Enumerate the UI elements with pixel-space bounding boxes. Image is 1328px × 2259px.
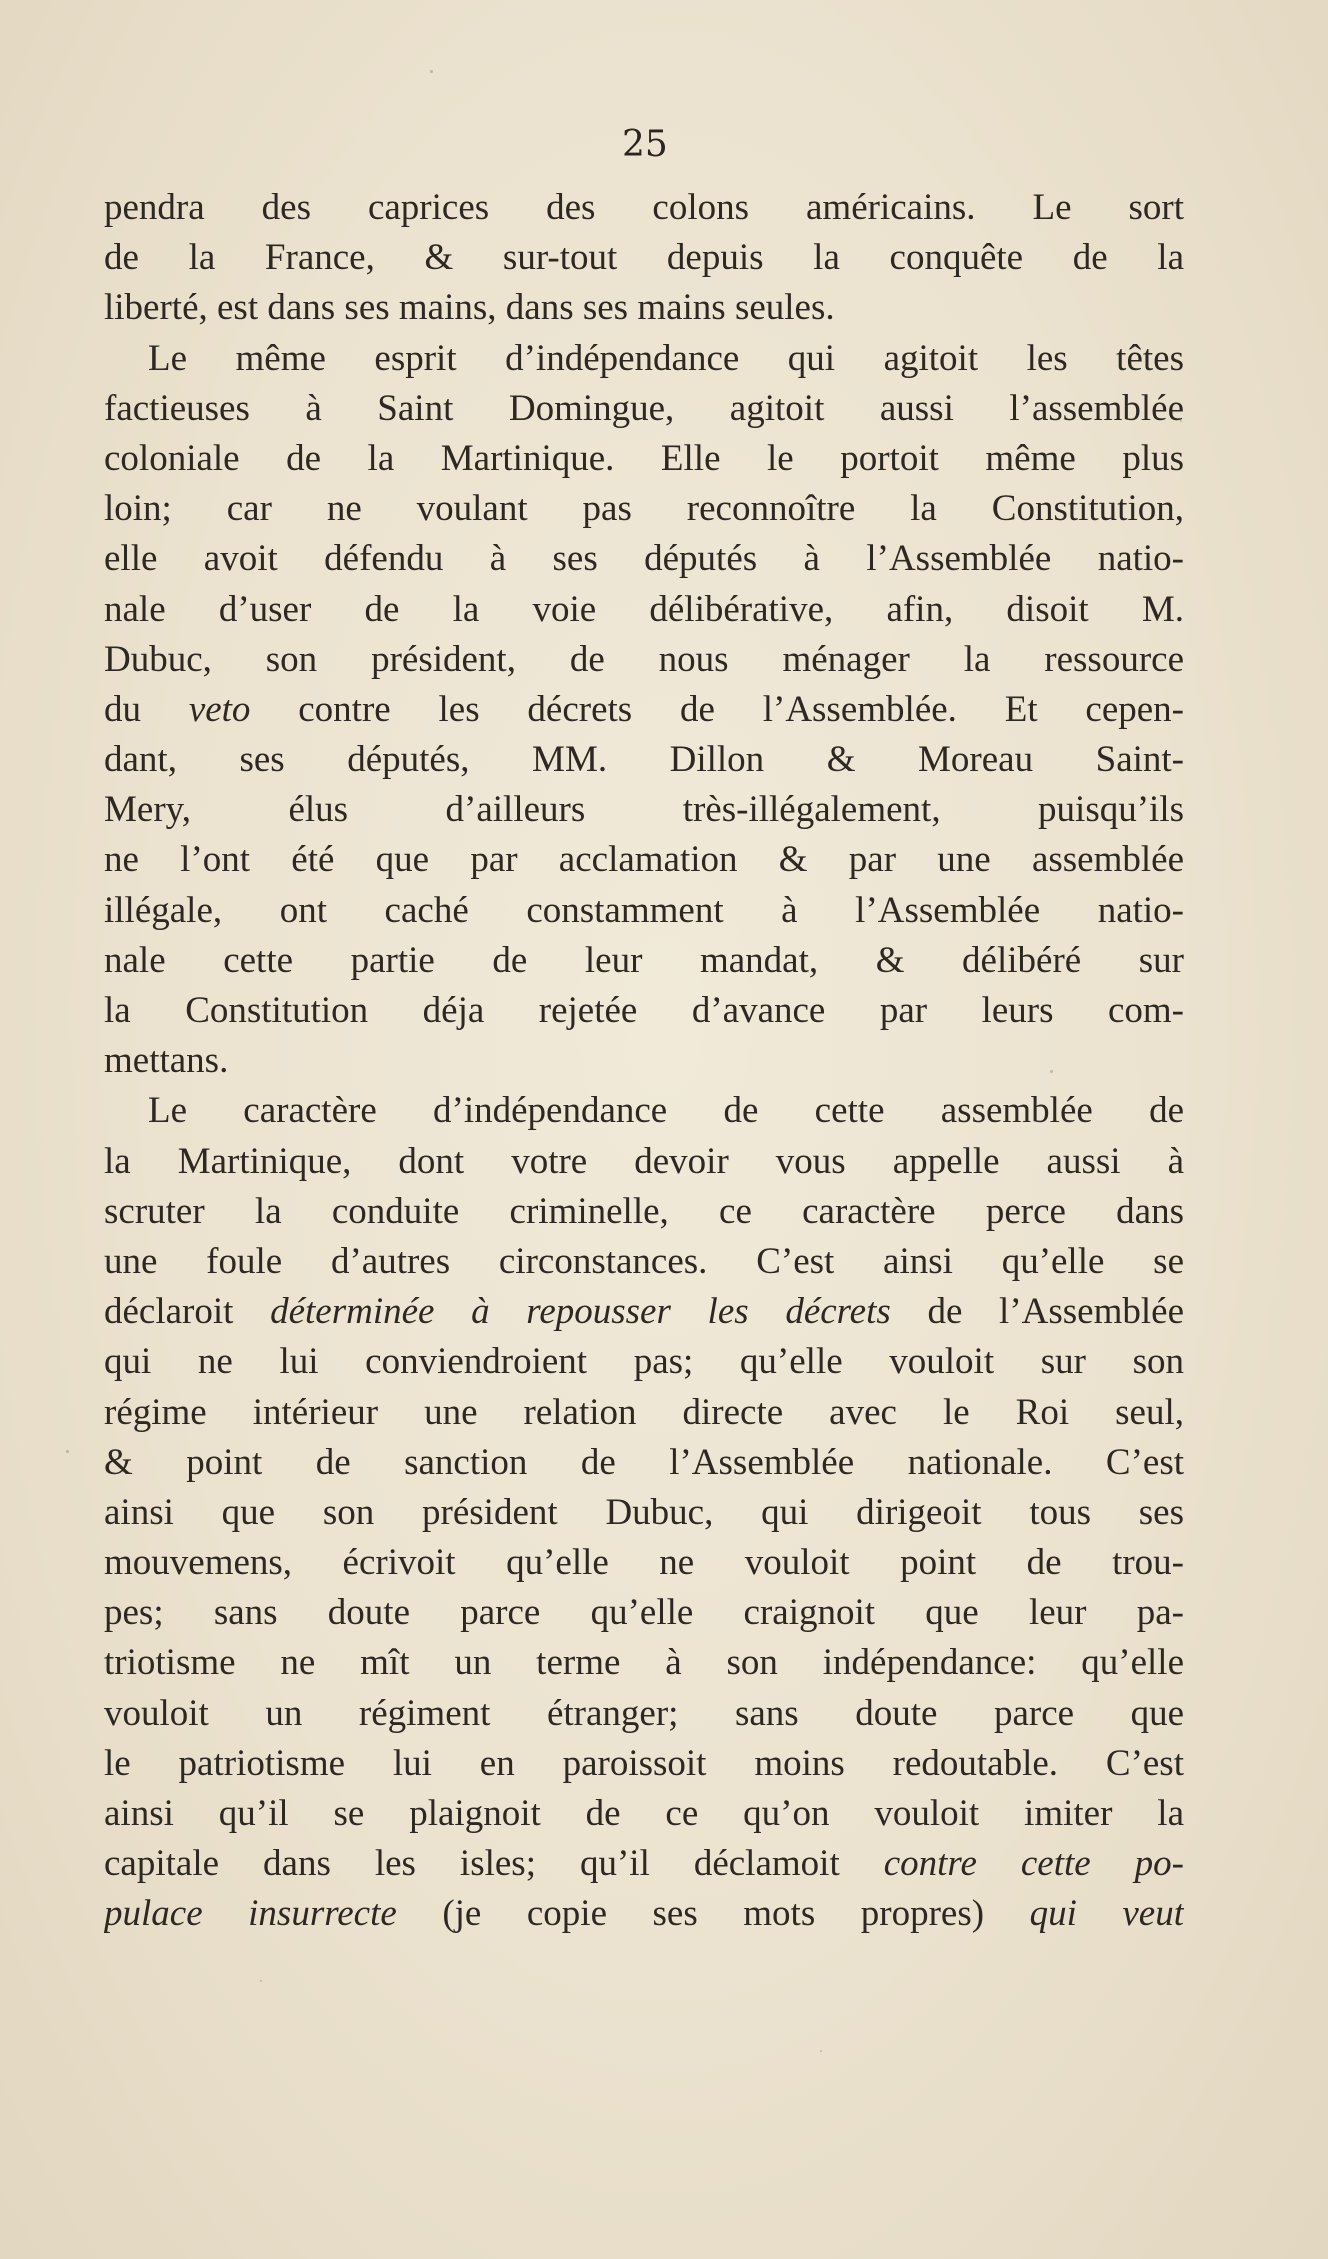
text-line: factieuses à Saint Domingue, agitoit aussi l’assemblée bbox=[104, 387, 1184, 429]
text-line: Le caractère d’indépendance de cette assemblée de bbox=[148, 1090, 1184, 1132]
text-line: vouloit un régiment étranger; sans doute parce que bbox=[104, 1692, 1184, 1734]
text-line: régime intérieur une relation directe avec le Roi seul, bbox=[104, 1391, 1184, 1433]
text-line: dant, ses députés, MM. Dillon & Moreau Saint- bbox=[104, 739, 1184, 781]
text-line: de la France, & sur-tout depuis la conquête de la bbox=[104, 237, 1184, 279]
text-line: pes; sans doute parce qu’elle craignoit que leur pa- bbox=[104, 1592, 1184, 1634]
page-number: 25 bbox=[622, 124, 668, 165]
text-line: ainsi qu’il se plaignoit de ce qu’on vouloit imiter la bbox=[104, 1793, 1184, 1834]
text-line: Dubuc, son président, de nous ménager la ressource bbox=[104, 638, 1184, 680]
text-line: mouvemens, écrivoit qu’elle ne vouloit point de trou- bbox=[104, 1542, 1184, 1584]
text-line: loin; car ne voulant pas reconnoître la Constitution, bbox=[104, 488, 1184, 530]
text-line: du veto contre les décrets de l’Assemblée. Et cepen- bbox=[104, 688, 1184, 730]
text-line: & point de sanction de l’Assemblée nationale. C’est bbox=[104, 1441, 1184, 1483]
text-line: capitale dans les isles; qu’il déclamoit contre cette po- bbox=[104, 1843, 1184, 1885]
text-line: la Martinique, dont votre devoir vous appelle aussi à bbox=[104, 1140, 1184, 1182]
body-text bbox=[104, 183, 1184, 1940]
text-line: ainsi que son président Dubuc, qui dirigeoit tous ses bbox=[104, 1491, 1184, 1533]
text-line: mettans. bbox=[104, 1040, 229, 1082]
text-line: liberté, est dans ses mains, dans ses mains seules. bbox=[104, 287, 835, 329]
text-line: une foule d’autres circonstances. C’est ainsi qu’elle se bbox=[104, 1240, 1184, 1282]
text-line: déclaroit déterminée à repousser les décrets de l’Assemblée bbox=[104, 1291, 1184, 1333]
text-line: nale cette partie de leur mandat, & délibéré sur bbox=[104, 939, 1184, 981]
text-line: elle avoit défendu à ses députés à l’Assemblée natio- bbox=[104, 538, 1184, 580]
text-line: pulace insurrecte (je copie ses mots propres) qui veut bbox=[104, 1893, 1184, 1935]
text-line: Mery, élus d’ailleurs très-illégalement, puisqu’ils bbox=[104, 789, 1184, 831]
text-line: ne l’ont été que par acclamation & par une assemblée bbox=[104, 839, 1184, 881]
text-line: qui ne lui conviendroient pas; qu’elle vouloit sur son bbox=[104, 1341, 1184, 1383]
text-line: scruter la conduite criminelle, ce caractère perce dans bbox=[104, 1190, 1184, 1232]
text-line: Le même esprit d’indépendance qui agitoit les têtes bbox=[148, 337, 1184, 379]
text-line: pendra des caprices des colons américains. Le sort bbox=[104, 187, 1184, 228]
text-line: la Constitution déja rejetée d’avance par leurs com- bbox=[104, 990, 1184, 1031]
text-line: le patriotisme lui en paroissoit moins redoutable. C’est bbox=[104, 1742, 1184, 1784]
text-line: triotisme ne mît un terme à son indépendance: qu’elle bbox=[104, 1642, 1184, 1684]
text-line: coloniale de la Martinique. Elle le portoit même plus bbox=[104, 437, 1184, 479]
text-line: illégale, ont caché constamment à l’Assemblée natio- bbox=[104, 889, 1184, 931]
text-line: nale d’user de la voie délibérative, afin, disoit M. bbox=[104, 588, 1184, 630]
